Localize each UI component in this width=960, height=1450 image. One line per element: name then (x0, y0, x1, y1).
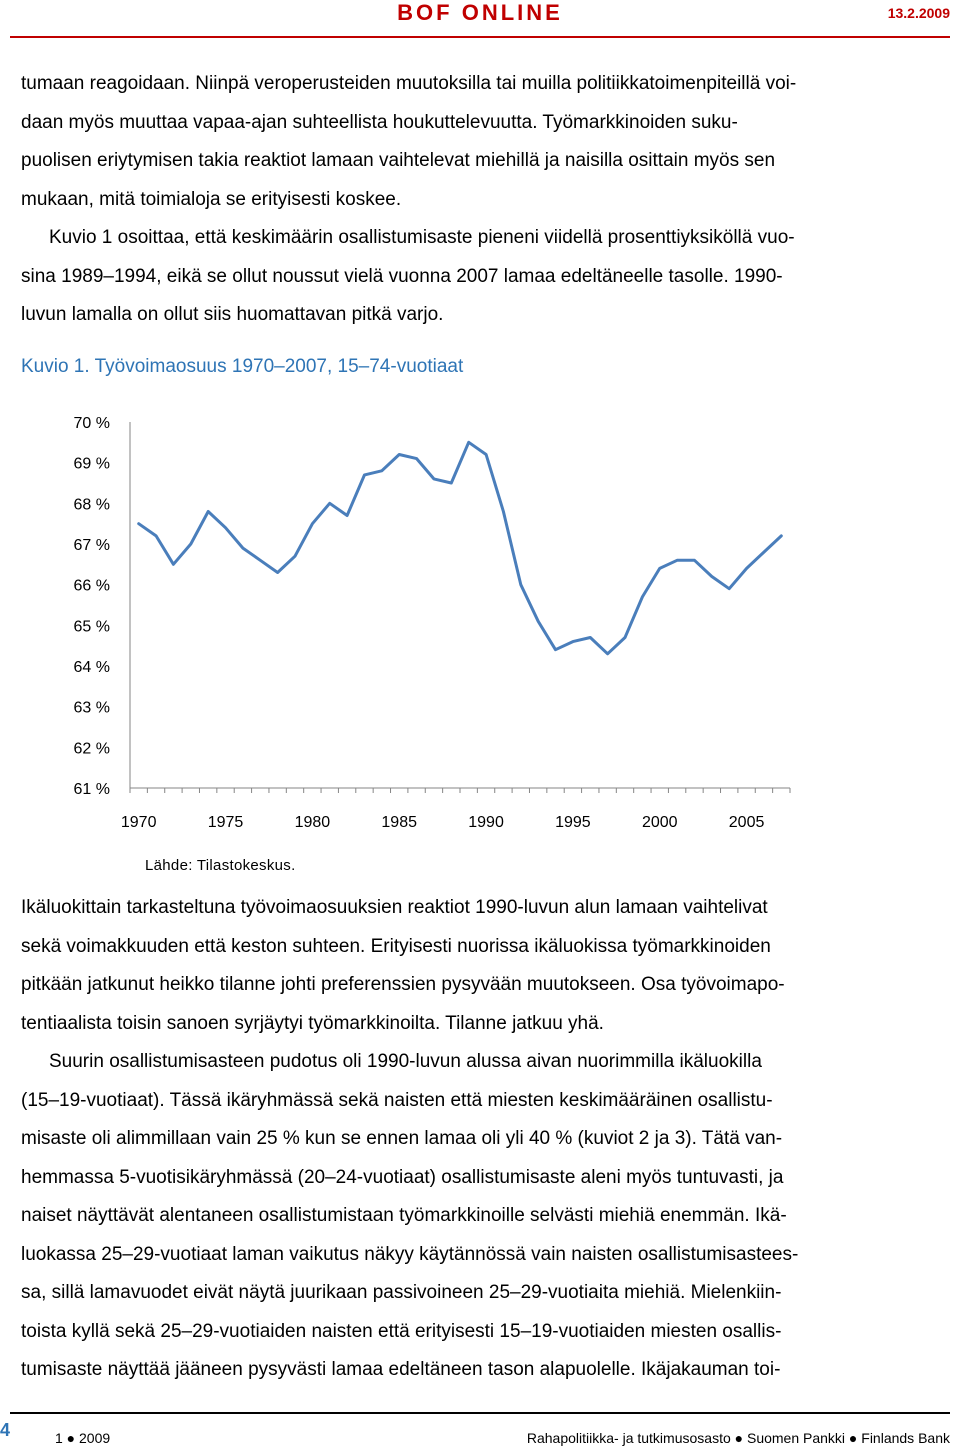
y-tick-label: 61 % (73, 781, 110, 798)
x-tick-label: 2005 (728, 814, 765, 831)
text-line: sina 1989–1994, eikä se ollut noussut vielä vuonna 2007 lamaa edeltäneelle tasolle. 1990- (21, 265, 783, 287)
footer-publisher: Rahapolitiikka- ja tutkimusosasto ● Suomen Pankki ● Finlands Bank (526, 1430, 950, 1446)
paragraph-kuvio (21, 219, 931, 335)
x-tick-label: 1975 (207, 814, 244, 831)
text-line: tumaan reagoidaan. Niinpä veroperusteiden muutoksilla tai muilla politiikkatoimenpiteillä voi- (21, 73, 797, 94)
text-line: Ikäluokittain tarkasteltuna työvoimaosuuksien reaktiot 1990-luvun alun lamaan vaihtelivat (21, 897, 768, 918)
footer-issue: 1 ● 2009 (55, 1430, 111, 1446)
text-line: pitkään jatkunut heikko tilanne johti preferenssien pysyvään muutokseen. Osa työvoimapo- (21, 974, 785, 995)
y-tick-label: 63 % (73, 699, 110, 717)
chart-source: Lähde: Tilastokeskus. (145, 857, 296, 874)
paragraph-ikaluokittain (21, 889, 931, 1043)
text-line: tentiaalista toisin sanoen syrjäytyi työmarkkinoilta. Tilanne jatkuu yhä. (21, 1012, 604, 1034)
labor-force-chart (0, 400, 960, 850)
text-line: puolisen eriytymisen takia reaktiot lamaan vaihtelevat miehillä ja naisilla osittain myös sen (21, 150, 776, 171)
text-line: sekä voimakkuuden että keston suhteen. Erityisesti nuorissa ikäluokissa työmarkkinoiden (21, 935, 771, 957)
x-tick-label: 2000 (641, 814, 678, 831)
text-line: naiset näyttävät alentaneen osallistumistaan työmarkkinoille selvästi miehiä enemmän. Ikä- (21, 1205, 787, 1226)
header-rule (10, 36, 950, 38)
text-line: daan myös muuttaa vapaa-ajan suhteellista houkuttelevuutta. Työmarkkinoiden suku- (21, 111, 738, 133)
y-tick-label: 62 % (73, 740, 110, 758)
text-line: (15–19-vuotiaat). Tässä ikäryhmässä sekä naisten että miesten keskimääräinen osallistu- (21, 1089, 773, 1111)
y-tick-label: 70 % (73, 415, 110, 432)
y-tick-label: 68 % (73, 496, 110, 514)
text-line: toista kyllä sekä 25–29-vuotiaiden naisten että erityisesti 15–19-vuotiaiden miesten osallis- (21, 1320, 782, 1342)
x-tick-label: 1985 (381, 814, 418, 831)
text-line: tumisaste näyttää jääneen pysyvästi lamaa edeltäneen tason alapuolelle. Ikäjakauman toi- (21, 1359, 781, 1380)
header-date: 13.2.2009 (887, 5, 950, 21)
text-line: misaste oli alimmillaan vain 25 % kun se ennen lamaa oli yli 40 % (kuviot 2 ja 3). Tätä van- (21, 1128, 783, 1149)
text-line: hemmassa 5-vuotisikäryhmässä (20–24-vuotiaat) osallistumisaste aleni myös tuntuvasti, ja (21, 1166, 784, 1188)
text-line: Suurin osallistumisasteen pudotus oli 1990-luvun alussa aivan nuorimmilla ikäluokilla (49, 1051, 762, 1072)
footer-rule (10, 1412, 950, 1414)
paragraph-suurin (21, 1043, 931, 1390)
y-tick-label: 65 % (73, 618, 110, 636)
x-tick-label: 1995 (555, 814, 591, 831)
series-line (139, 442, 782, 654)
x-tick-label: 1990 (468, 814, 504, 831)
y-tick-label: 67 % (73, 537, 110, 554)
y-tick-label: 66 % (73, 577, 110, 595)
page-number: 4 (0, 1420, 11, 1440)
y-tick-label: 64 % (73, 659, 110, 676)
text-line: Kuvio 1 osoittaa, että keskimäärin osallistumisaste pieneni viidellä prosenttiyksiköllä vuo- (49, 227, 795, 248)
x-tick-label: 1970 (120, 814, 157, 831)
figure-title: Kuvio 1. Työvoimaosuus 1970–2007, 15–74-vuotiaat (21, 356, 464, 377)
text-line: luokassa 25–29-vuotiaat laman vaikutus näkyy käytännössä vain naisten osallistumisastees- (21, 1243, 799, 1265)
text-line: luvun lamalla on ollut siis huomattavan pitkä varjo. (21, 304, 444, 325)
paragraph-intro (21, 65, 931, 219)
header-title: BOF ONLINE (397, 0, 563, 25)
text-line: mukaan, mitä toimialoja se erityisesti koskee. (21, 188, 402, 210)
text-line: sa, sillä lamavuodet eivät näytä juurikaan passivoineen 25–29-vuotiaita miehiä. Mielenkiin- (21, 1282, 782, 1303)
y-tick-label: 69 % (73, 455, 110, 473)
x-tick-label: 1980 (294, 814, 331, 831)
